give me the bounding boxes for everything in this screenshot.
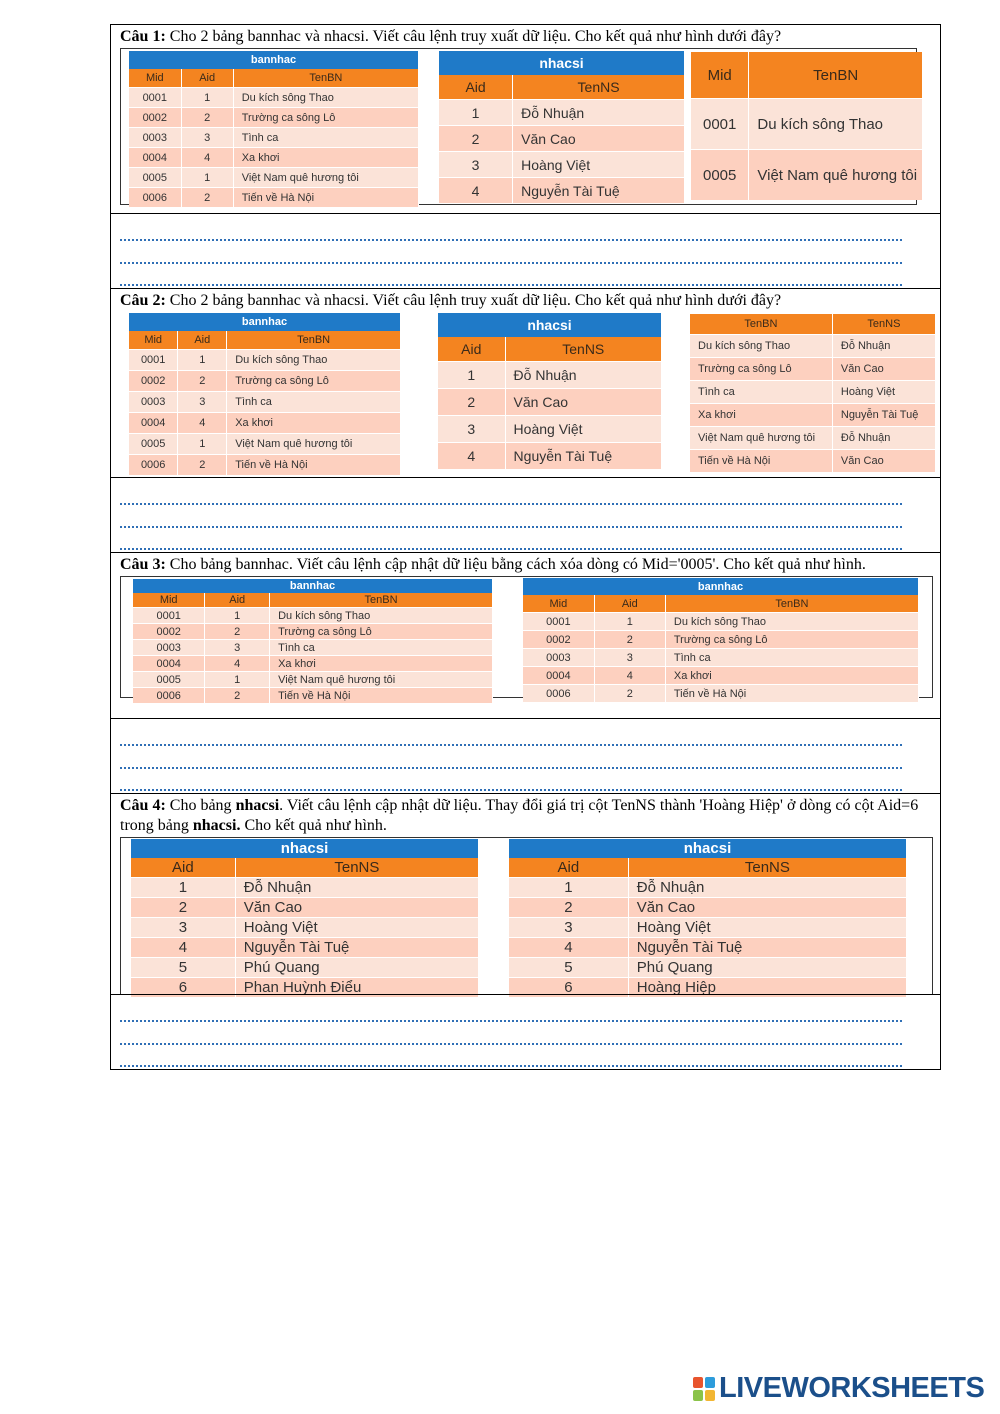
table-bannhac-after bbox=[523, 577, 919, 702]
table-row bbox=[509, 958, 907, 978]
table-cell: 2 bbox=[205, 688, 270, 704]
question-1-text: Câu 1: Cho 2 bảng bannhac và nhacsi. Viết câu lệnh truy xuất dữ liệu. Cho kết quả như hình dưới đây? bbox=[120, 28, 782, 45]
column-header: TenBN bbox=[665, 595, 918, 613]
table-nhacsi bbox=[439, 50, 685, 203]
column-header: TenNS bbox=[513, 75, 685, 100]
table-cell: 0002 bbox=[523, 631, 594, 649]
column-header: TenBN bbox=[227, 331, 401, 350]
table-nhacsi-before bbox=[131, 838, 479, 997]
table-row bbox=[129, 128, 419, 148]
table-cell: 1 bbox=[181, 168, 233, 188]
table-cell: 0001 bbox=[129, 88, 181, 108]
table-cell: Tiến về Hà Nội bbox=[233, 188, 418, 208]
table-cell: Du kích sông Thao bbox=[749, 99, 923, 150]
table-row bbox=[129, 434, 401, 455]
table-cell: Du kích sông Thao bbox=[227, 350, 401, 371]
table-row bbox=[509, 898, 907, 918]
table-cell: Việt Nam quê hương tôi bbox=[227, 434, 401, 455]
table-cell: Tình ca bbox=[233, 128, 418, 148]
question-2-figure bbox=[120, 312, 929, 476]
table-cell: 0004 bbox=[133, 656, 205, 672]
worksheet bbox=[110, 24, 941, 1070]
table-cell: Việt Nam quê hương tôi bbox=[690, 427, 832, 450]
table-cell: Đỗ Nhuận bbox=[235, 878, 478, 898]
answer-line[interactable] bbox=[120, 999, 902, 1022]
table-row bbox=[438, 362, 662, 389]
table-cell: 0005 bbox=[133, 672, 205, 688]
table-cell: Tình ca bbox=[690, 381, 832, 404]
question-3-text: Câu 3: Cho bảng bannhac. Viết câu lệnh cập nhật dữ liệu bằng cách xóa dòng có Mid='0005'. Cho kết quả như hình. bbox=[120, 556, 866, 573]
table-cell: 0005 bbox=[129, 434, 178, 455]
column-header: Mid bbox=[133, 593, 205, 608]
table-row bbox=[129, 350, 401, 371]
table-row bbox=[691, 150, 923, 201]
table-cell: 1 bbox=[438, 362, 505, 389]
table-cell: 3 bbox=[438, 416, 505, 443]
table-cell: 0003 bbox=[133, 640, 205, 656]
table-row bbox=[129, 188, 419, 208]
table-cell: 2 bbox=[594, 631, 665, 649]
table-cell: 1 bbox=[178, 434, 227, 455]
table-cell: 6 bbox=[509, 978, 628, 998]
table-row bbox=[690, 381, 936, 404]
column-header: Mid bbox=[523, 595, 594, 613]
table-cell: Văn Cao bbox=[832, 358, 935, 381]
table-cell: Tiến về Hà Nội bbox=[690, 450, 832, 473]
table-cell: Nguyễn Tài Tuệ bbox=[832, 404, 935, 427]
table-row bbox=[690, 427, 936, 450]
table-row bbox=[438, 443, 662, 470]
table-cell: Tiến về Hà Nội bbox=[665, 685, 918, 703]
table-row bbox=[133, 656, 493, 672]
table-cell: 0003 bbox=[129, 128, 181, 148]
table-cell: Văn Cao bbox=[628, 898, 906, 918]
answer-line[interactable] bbox=[120, 482, 902, 505]
column-header: TenBN bbox=[270, 593, 493, 608]
table-cell: 0006 bbox=[129, 188, 181, 208]
table-cell: 3 bbox=[509, 918, 628, 938]
table-cell: 2 bbox=[131, 898, 235, 918]
table-row bbox=[523, 685, 919, 703]
question-3 bbox=[110, 552, 941, 718]
table-title: nhacsi bbox=[439, 51, 685, 76]
table-cell: Xa khơi bbox=[233, 148, 418, 168]
table-cell: Nguyễn Tài Tuệ bbox=[513, 178, 685, 204]
table-row bbox=[131, 878, 479, 898]
table-row bbox=[690, 358, 936, 381]
column-header: TenBN bbox=[233, 69, 418, 88]
table-row bbox=[509, 878, 907, 898]
column-header: TenNS bbox=[832, 314, 935, 335]
logo-text: LIVEWORKSHEETS bbox=[719, 1372, 985, 1404]
table-cell: 4 bbox=[178, 413, 227, 434]
table-cell: Xa khơi bbox=[665, 667, 918, 685]
table-cell: 0003 bbox=[523, 649, 594, 667]
table-row bbox=[133, 624, 493, 640]
table-cell: Đỗ Nhuận bbox=[505, 362, 661, 389]
table-cell: Văn Cao bbox=[832, 450, 935, 473]
table-row bbox=[523, 649, 919, 667]
table-row bbox=[133, 608, 493, 624]
table-cell: Tiến về Hà Nội bbox=[227, 455, 401, 476]
table-cell: Du kích sông Thao bbox=[233, 88, 418, 108]
table-cell: Đỗ Nhuận bbox=[832, 335, 935, 358]
column-header: TenBN bbox=[690, 314, 832, 335]
answer-line[interactable] bbox=[120, 723, 902, 746]
table-row bbox=[129, 455, 401, 476]
table-cell: 0002 bbox=[129, 108, 181, 128]
table-cell: 1 bbox=[178, 350, 227, 371]
table-cell: Việt Nam quê hương tôi bbox=[233, 168, 418, 188]
table-cell: 1 bbox=[131, 878, 235, 898]
table-cell: 3 bbox=[594, 649, 665, 667]
column-header: Mid bbox=[129, 69, 181, 88]
table-row bbox=[690, 450, 936, 473]
table-cell: 4 bbox=[509, 938, 628, 958]
table-cell: Hoàng Việt bbox=[505, 416, 661, 443]
column-header: TenNS bbox=[505, 337, 661, 362]
column-header: Aid bbox=[131, 858, 235, 878]
table-row bbox=[129, 371, 401, 392]
table-cell: 2 bbox=[205, 624, 270, 640]
column-header: Aid bbox=[509, 858, 628, 878]
table-cell: Trường ca sông Lô bbox=[233, 108, 418, 128]
question-1 bbox=[110, 24, 941, 213]
table-cell: Trường ca sông Lô bbox=[665, 631, 918, 649]
table-cell: 1 bbox=[205, 672, 270, 688]
table-cell: 4 bbox=[181, 148, 233, 168]
table-row bbox=[133, 688, 493, 704]
table-result bbox=[690, 314, 936, 472]
answer-line[interactable] bbox=[120, 1022, 902, 1045]
table-title: bannhac bbox=[133, 579, 493, 594]
table-cell: 0004 bbox=[523, 667, 594, 685]
table-cell: 0006 bbox=[129, 455, 178, 476]
table-cell: 2 bbox=[181, 188, 233, 208]
column-header: TenNS bbox=[235, 858, 478, 878]
table-row bbox=[438, 389, 662, 416]
table-result bbox=[691, 52, 923, 200]
table-cell: 1 bbox=[594, 613, 665, 631]
table-cell: Đỗ Nhuận bbox=[628, 878, 906, 898]
answer-line[interactable] bbox=[120, 505, 902, 528]
table-cell: 0006 bbox=[133, 688, 205, 704]
table-cell: 4 bbox=[439, 178, 513, 204]
table-cell: 4 bbox=[131, 938, 235, 958]
table-row bbox=[523, 667, 919, 685]
table-cell: Văn Cao bbox=[505, 389, 661, 416]
table-bannhac bbox=[129, 312, 401, 475]
table-cell: Xa khơi bbox=[270, 656, 493, 672]
table-cell: Hoàng Việt bbox=[628, 918, 906, 938]
column-header: Aid bbox=[178, 331, 227, 350]
question-1-figure bbox=[120, 48, 917, 205]
table-cell: 2 bbox=[509, 898, 628, 918]
answer-line[interactable] bbox=[120, 528, 902, 550]
table-cell: Phan Huỳnh Điểu bbox=[235, 978, 478, 998]
table-cell: Du kích sông Thao bbox=[270, 608, 493, 624]
table-cell: Xa khơi bbox=[227, 413, 401, 434]
table-row bbox=[690, 404, 936, 427]
table-cell: 6 bbox=[131, 978, 235, 998]
table-cell: Đỗ Nhuận bbox=[832, 427, 935, 450]
table-nhacsi bbox=[438, 312, 662, 469]
table-cell: 0005 bbox=[691, 150, 749, 201]
table-title: bannhac bbox=[523, 578, 919, 596]
table-cell: Tiến về Hà Nội bbox=[270, 688, 493, 704]
question-4-figure bbox=[120, 837, 933, 995]
table-cell: 4 bbox=[438, 443, 505, 470]
table-row bbox=[133, 672, 493, 688]
column-header: Aid bbox=[594, 595, 665, 613]
table-nhacsi-after bbox=[509, 838, 907, 997]
table-row bbox=[133, 640, 493, 656]
table-cell: Nguyễn Tài Tuệ bbox=[505, 443, 661, 470]
table-row bbox=[439, 178, 685, 204]
table-row bbox=[509, 918, 907, 938]
table-cell: 2 bbox=[439, 126, 513, 152]
table-cell: 0001 bbox=[129, 350, 178, 371]
table-row bbox=[129, 148, 419, 168]
table-cell: 0001 bbox=[133, 608, 205, 624]
column-header: Mid bbox=[691, 52, 749, 99]
table-row bbox=[131, 938, 479, 958]
table-cell: 5 bbox=[131, 958, 235, 978]
table-row bbox=[690, 335, 936, 358]
table-cell: Phú Quang bbox=[628, 958, 906, 978]
table-cell: Văn Cao bbox=[235, 898, 478, 918]
table-row bbox=[439, 100, 685, 126]
column-header: Aid bbox=[205, 593, 270, 608]
table-title: nhacsi bbox=[131, 839, 479, 859]
table-cell: Trường ca sông Lô bbox=[690, 358, 832, 381]
answer-line[interactable] bbox=[120, 264, 902, 286]
table-row bbox=[439, 152, 685, 178]
table-cell: Việt Nam quê hương tôi bbox=[270, 672, 493, 688]
column-header: Mid bbox=[129, 331, 178, 350]
answer-area-2[interactable] bbox=[110, 477, 941, 552]
table-title: bannhac bbox=[129, 313, 401, 332]
table-cell: 2 bbox=[594, 685, 665, 703]
table-cell: 0005 bbox=[129, 168, 181, 188]
table-cell: 3 bbox=[205, 640, 270, 656]
table-row bbox=[129, 392, 401, 413]
table-cell: Du kích sông Thao bbox=[690, 335, 832, 358]
answer-area-4[interactable] bbox=[110, 994, 941, 1070]
table-cell: 3 bbox=[178, 392, 227, 413]
table-title: nhacsi bbox=[509, 839, 907, 859]
table-row bbox=[131, 918, 479, 938]
table-cell: 2 bbox=[178, 371, 227, 392]
logo-icon bbox=[693, 1377, 715, 1401]
table-cell: Tình ca bbox=[227, 392, 401, 413]
table-cell: 1 bbox=[439, 100, 513, 126]
table-cell: 0002 bbox=[129, 371, 178, 392]
column-header: Aid bbox=[439, 75, 513, 100]
table-cell: Hoàng Hiệp bbox=[628, 978, 906, 998]
table-cell: 1 bbox=[509, 878, 628, 898]
table-cell: 0002 bbox=[133, 624, 205, 640]
question-2 bbox=[110, 288, 941, 477]
table-cell: Tình ca bbox=[270, 640, 493, 656]
table-cell: Hoàng Việt bbox=[235, 918, 478, 938]
question-4-text: Câu 4: Cho bảng nhacsi. Viết câu lệnh cập nhật dữ liệu. Thay đổi giá trị cột TenNS thành 'Hoàng Hiệp' ở dòng có cột Aid=6 trong bảng nhacsi. Cho kết quả như hình. bbox=[120, 797, 919, 834]
answer-line[interactable] bbox=[120, 746, 902, 769]
table-cell: Văn Cao bbox=[513, 126, 685, 152]
table-cell: 4 bbox=[594, 667, 665, 685]
table-row bbox=[523, 613, 919, 631]
table-cell: 0004 bbox=[129, 148, 181, 168]
table-cell: Nguyễn Tài Tuệ bbox=[235, 938, 478, 958]
table-cell: Đỗ Nhuận bbox=[513, 100, 685, 126]
answer-area-3[interactable] bbox=[110, 718, 941, 793]
table-cell: Trường ca sông Lô bbox=[270, 624, 493, 640]
table-cell: 2 bbox=[438, 389, 505, 416]
table-row bbox=[523, 631, 919, 649]
table-cell: 0001 bbox=[691, 99, 749, 150]
table-row bbox=[691, 99, 923, 150]
answer-line[interactable] bbox=[120, 1045, 902, 1067]
table-cell: 0001 bbox=[523, 613, 594, 631]
table-row bbox=[129, 108, 419, 128]
table-cell: 2 bbox=[178, 455, 227, 476]
table-cell: 3 bbox=[439, 152, 513, 178]
table-row bbox=[438, 416, 662, 443]
table-title: bannhac bbox=[129, 51, 419, 70]
table-cell: 0006 bbox=[523, 685, 594, 703]
table-cell: Việt Nam quê hương tôi bbox=[749, 150, 923, 201]
table-row bbox=[509, 938, 907, 958]
question-4 bbox=[110, 793, 941, 994]
table-cell: Trường ca sông Lô bbox=[227, 371, 401, 392]
table-row bbox=[129, 413, 401, 434]
table-cell: 0004 bbox=[129, 413, 178, 434]
table-cell: Nguyễn Tài Tuệ bbox=[628, 938, 906, 958]
table-cell: Du kích sông Thao bbox=[665, 613, 918, 631]
table-cell: Hoàng Việt bbox=[513, 152, 685, 178]
table-cell: Tình ca bbox=[665, 649, 918, 667]
liveworksheets-logo bbox=[693, 1372, 984, 1405]
column-header: TenNS bbox=[628, 858, 906, 878]
column-header: TenBN bbox=[749, 52, 923, 99]
table-row bbox=[129, 168, 419, 188]
table-row bbox=[131, 898, 479, 918]
table-row bbox=[439, 126, 685, 152]
column-header: Aid bbox=[438, 337, 505, 362]
column-header: Aid bbox=[181, 69, 233, 88]
table-row bbox=[131, 958, 479, 978]
answer-line[interactable] bbox=[120, 241, 902, 264]
answer-line[interactable] bbox=[120, 769, 902, 791]
table-cell: 1 bbox=[181, 88, 233, 108]
table-title: nhacsi bbox=[438, 313, 662, 338]
table-cell: Xa khơi bbox=[690, 404, 832, 427]
table-cell: 4 bbox=[205, 656, 270, 672]
table-cell: Phú Quang bbox=[235, 958, 478, 978]
answer-area-1[interactable] bbox=[110, 213, 941, 288]
table-cell: 3 bbox=[181, 128, 233, 148]
table-cell: 0003 bbox=[129, 392, 178, 413]
table-cell: Hoàng Việt bbox=[832, 381, 935, 404]
table-bannhac-before bbox=[133, 578, 493, 703]
table-cell: 5 bbox=[509, 958, 628, 978]
table-row bbox=[129, 88, 419, 108]
table-cell: 1 bbox=[205, 608, 270, 624]
question-2-text: Câu 2: Cho 2 bảng bannhac và nhacsi. Viết câu lệnh truy xuất dữ liệu. Cho kết quả như hình dưới đây? bbox=[120, 292, 782, 309]
question-3-figure bbox=[120, 576, 933, 702]
table-cell: 2 bbox=[181, 108, 233, 128]
table-cell: 3 bbox=[131, 918, 235, 938]
answer-line[interactable] bbox=[120, 218, 902, 241]
table-bannhac bbox=[129, 50, 419, 207]
